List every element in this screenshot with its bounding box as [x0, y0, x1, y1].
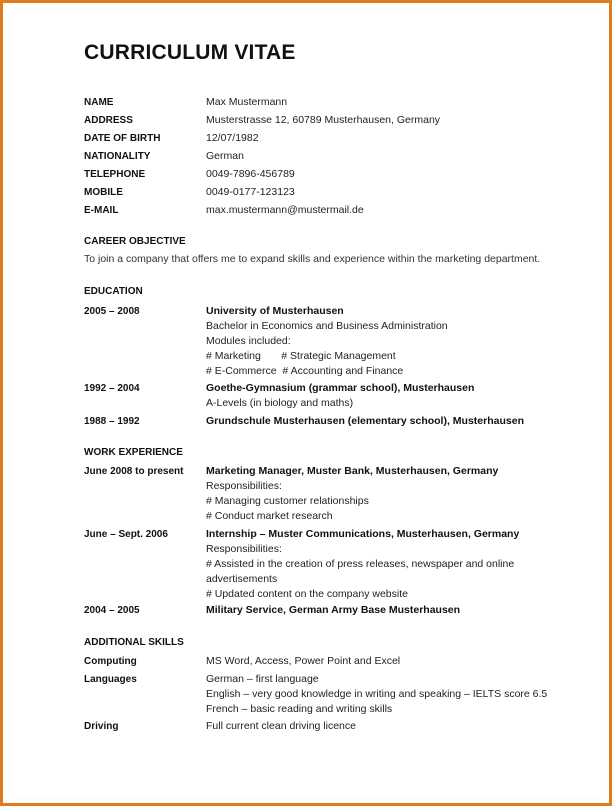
- period-label: June – Sept. 2006: [84, 529, 168, 540]
- entry-line: Bachelor in Economics and Business Administration: [206, 320, 448, 332]
- entry-line: # Managing customer relationships: [206, 495, 369, 507]
- field-value: German: [206, 150, 244, 162]
- field-label: DATE OF BIRTH: [84, 133, 161, 144]
- section-heading-education: EDUCATION: [84, 286, 143, 297]
- document-page: [12, 11, 600, 795]
- entry-body: [206, 414, 586, 429]
- skill-line: MS Word, Access, Power Point and Excel: [206, 655, 401, 667]
- email-value: max.mustermann@mustermail.de: [206, 204, 364, 216]
- entry-title: Goethe-Gymnasium (grammar school), Musterhausen: [206, 382, 475, 394]
- skill-label: Computing: [84, 656, 137, 667]
- entry-title: Grundschule Musterhausen (elementary school), Musterhausen: [206, 415, 524, 427]
- entry-line: Responsibilities:: [206, 543, 282, 555]
- entry-line: Responsibilities:: [206, 480, 282, 492]
- period-label: 2004 – 2005: [84, 605, 140, 616]
- field-label: MOBILE: [84, 187, 123, 198]
- field-label: TELEPHONE: [84, 169, 146, 180]
- period-label: June 2008 to present: [84, 466, 184, 477]
- period-label: 2005 – 2008: [84, 306, 140, 317]
- career-objective-text: To join a company that offers me to expand skills and experience within the marketing department.: [84, 253, 541, 265]
- field-value: 0049-0177-123123: [206, 186, 295, 198]
- section-heading-career: CAREER OBJECTIVE: [84, 236, 186, 247]
- entry-body: [206, 603, 586, 618]
- entry-line: advertisements: [206, 573, 278, 585]
- entry-line: # Assisted in the creation of press releases, newspaper and online: [206, 558, 515, 570]
- period-label: 1988 – 1992: [84, 416, 140, 427]
- entry-title: Military Service, German Army Base Musterhausen: [206, 604, 461, 616]
- skill-line: English – very good knowledge in writing and speaking – IELTS score 6.5: [206, 688, 548, 700]
- entry-line: A-Levels (in biology and maths): [206, 397, 354, 409]
- page-title: CURRICULUM VITAE: [84, 41, 296, 64]
- entry-line: # Conduct market research: [206, 510, 333, 522]
- section-heading-work: WORK EXPERIENCE: [84, 447, 183, 458]
- entry-body: [206, 381, 586, 411]
- skill-label: Driving: [84, 721, 119, 732]
- entry-title: Internship – Muster Communications, Musterhausen, Germany: [206, 528, 520, 540]
- skill-line: German – first language: [206, 673, 319, 685]
- section-heading-skills: ADDITIONAL SKILLS: [84, 637, 184, 648]
- entry-body: [206, 464, 586, 524]
- entry-line: # E-Commerce # Accounting and Finance: [206, 365, 404, 377]
- field-label: NAME: [84, 97, 114, 108]
- entry-body: [206, 304, 586, 379]
- entry-line: Modules included:: [206, 335, 291, 347]
- field-value: 0049-7896-456789: [206, 168, 295, 180]
- entry-title: University of Musterhausen: [206, 305, 344, 317]
- field-value: 12/07/1982: [206, 132, 259, 144]
- entry-line: # Marketing # Strategic Management: [206, 350, 396, 362]
- field-value: Musterstrasse 12, 60789 Musterhausen, Germany: [206, 114, 441, 126]
- skill-line: French – basic reading and writing skills: [206, 703, 393, 715]
- field-label: E-MAIL: [84, 205, 119, 216]
- skill-line: Full current clean driving licence: [206, 720, 356, 732]
- skill-label: Languages: [84, 674, 137, 685]
- field-value: Max Mustermann: [206, 96, 288, 108]
- period-label: 1992 – 2004: [84, 383, 140, 394]
- field-label: ADDRESS: [84, 115, 133, 126]
- field-label: NATIONALITY: [84, 151, 151, 162]
- skill-body: [206, 654, 586, 669]
- entry-body: [206, 527, 586, 602]
- entry-title: Marketing Manager, Muster Bank, Musterhausen, Germany: [206, 465, 499, 477]
- skill-body: [206, 672, 586, 717]
- entry-line: # Updated content on the company website: [206, 588, 408, 600]
- skill-body: [206, 719, 586, 734]
